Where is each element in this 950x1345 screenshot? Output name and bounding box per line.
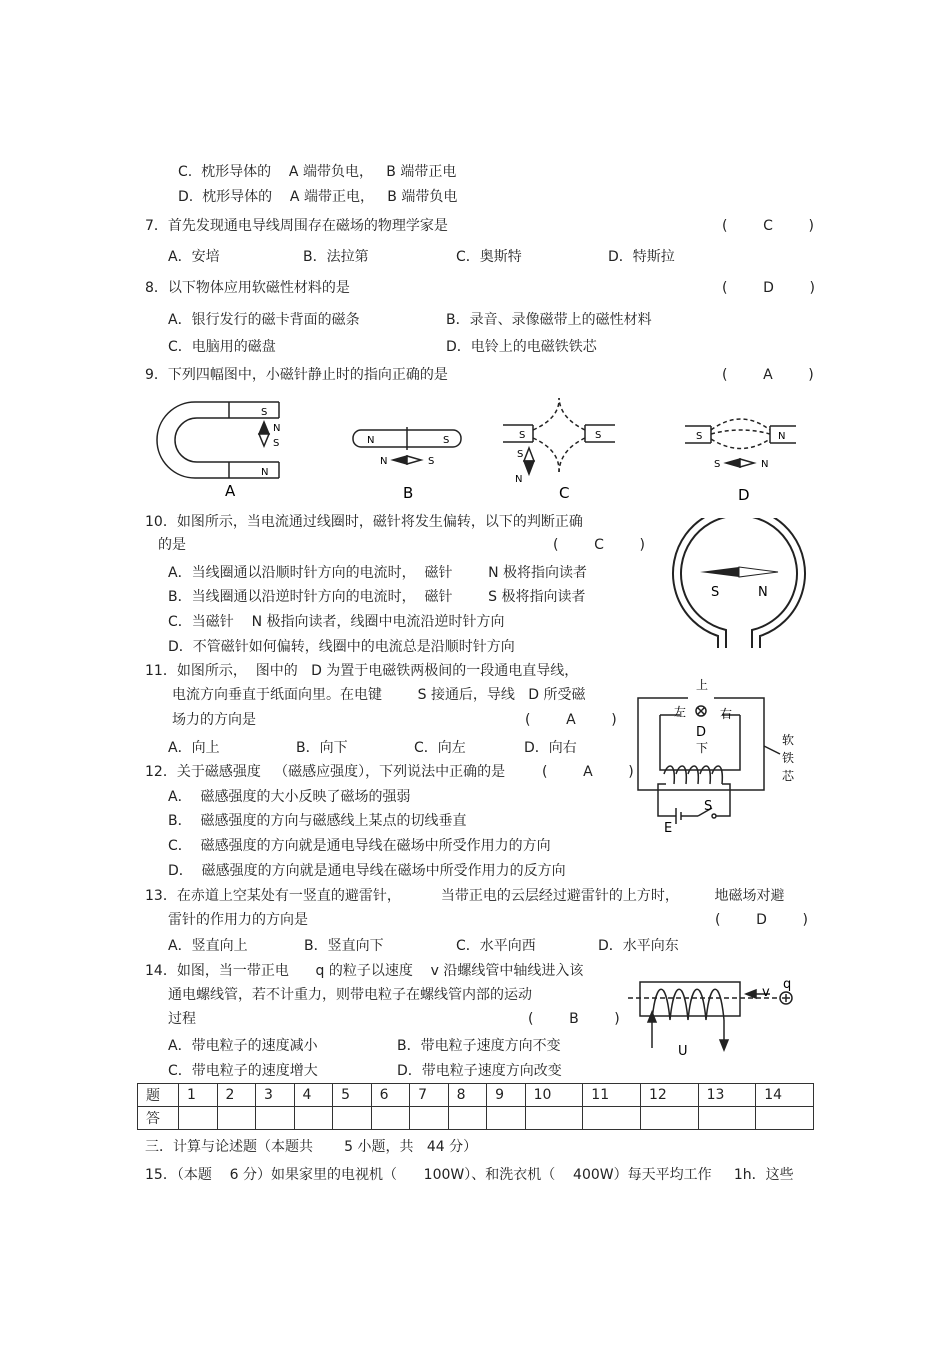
q7-option-a: A．安培 [168,249,220,265]
q11-stem-line2: 电流方向垂直于纸面向里。在电键 S 接通后，导线 D 所受磁 [172,687,586,703]
q11-label-battery: E [664,821,673,836]
q8-option-c: C．电脑用的磁盘 [168,339,276,355]
answer-cell-11[interactable] [583,1107,641,1130]
q10-figure-coil [670,518,810,653]
q13-stem-line1: 13．在赤道上空某处有一竖直的避雷针， 当带正电的云层经过避雷针的上方时， 地磁场对避 [145,888,785,904]
answer-table-col-2: 2 [217,1084,256,1107]
q9-stem: 9．下列四幅图中，小磁针静止时的指向正确的是 [145,367,448,383]
q14-label-q: q [783,977,792,992]
q11-label-up: 上 [696,678,709,692]
answer-cell-7[interactable] [410,1107,449,1130]
answer-cell-5[interactable] [333,1107,372,1130]
q10-needle-n: N [758,585,768,600]
q11-label-core-2: 铁 [782,751,795,765]
q14-stem-line3: 过程 [168,1011,196,1027]
q7-option-b: B．法拉第 [303,249,369,265]
q11-option-d: D．向右 [524,740,577,756]
q14-figure-solenoid [628,972,803,1062]
q9-d-pole-s: S [696,431,703,442]
q14-label-v: v [762,985,770,1000]
q7-answer: ( C ) [722,218,814,234]
q9-a-needle-n: N [273,423,281,434]
q10-option-c: C．当磁针 N 极指向读者，线圈中电流沿逆时针方向 [168,614,505,630]
answer-cell-3[interactable] [256,1107,295,1130]
q14-stem-line1: 14．如图，当一带正电 q 的粒子以速度 v 沿螺线管中轴线进入该 [145,963,584,979]
answer-table-col-7: 7 [410,1084,449,1107]
q8-option-d: D．电铃上的电磁铁铁芯 [446,339,597,355]
q8-option-a: A．银行发行的磁卡背面的磁条 [168,312,360,328]
answer-table-col-12: 12 [640,1084,698,1107]
answer-table-col-8: 8 [448,1084,487,1107]
q12-option-c: C． 磁感强度的方向就是通电导线在磁场中所受作用力的方向 [168,838,551,854]
q9-c-needle-s: S [517,449,524,460]
answer-cell-9[interactable] [487,1107,526,1130]
answer-table-col-10: 10 [525,1084,583,1107]
q7-option-d: D．特斯拉 [608,249,675,265]
q11-option-b: B．向下 [296,740,348,756]
q9-b-pole-s: S [443,435,450,446]
q9-label-d: D [738,486,750,504]
answer-table-answer-row [138,1107,814,1130]
q14-option-a: A．带电粒子的速度减小 [168,1038,318,1054]
answer-cell-6[interactable] [371,1107,410,1130]
q10-option-a: A．当线圈通以沿顺时针方向的电流时， 磁针 N 极将指向读者 [168,565,588,581]
q9-answer: ( A ) [722,367,814,383]
q9-c-needle-n: N [515,474,523,485]
q9-label-a: A [225,482,236,500]
q11-stem-line3: 场力的方向是 [172,712,256,728]
q14-stem-line2: 通电螺线管，若不计重力，则带电粒子在螺线管内部的运动 [168,987,532,1003]
answer-table-col-3: 3 [256,1084,295,1107]
q15-stem: 15．（本题 6 分）如果家里的电视机（ 100W）、和洗衣机（ 400W）每天平均工作 1h．这些 [145,1167,794,1183]
q14-option-d: D．带电粒子速度方向改变 [397,1063,562,1079]
answer-table-col-9: 9 [487,1084,526,1107]
q13-answer: ( D ) [715,912,808,928]
q11-label-core-1: 软 [782,733,795,747]
q9-d-needle-n: N [761,459,769,470]
answer-cell-1[interactable] [179,1107,218,1130]
answer-cell-12[interactable] [640,1107,698,1130]
q9-label-c: C [559,484,570,502]
q14-label-u: U [678,1044,688,1059]
q9-a-pole-s-top: S [261,407,268,418]
q14-answer: ( B ) [528,1011,620,1027]
q13-stem-line2: 雷针的作用力的方向是 [168,912,308,928]
q10-option-d: D．不管磁针如何偏转，线圈中的电流总是沿顺时针方向 [168,639,515,655]
q8-answer: ( D ) [722,280,815,296]
q9-d-needle-s: S [714,459,721,470]
q8-option-b: B．录音、录像磁带上的磁性材料 [446,312,652,328]
answer-table-row1-head: 题 [138,1084,179,1107]
q12-answer: ( A ) [542,764,634,780]
answer-table-col-14: 14 [756,1084,814,1107]
q12-option-b: B． 磁感强度的方向与磁感线上某点的切线垂直 [168,813,467,829]
q11-label-down: 下 [696,741,709,755]
q10-stem-line1: 10．如图所示，当电流通过线圈时，磁针将发生偏转，以下的判断正确 [145,514,583,530]
q10-needle-s: S [711,585,720,600]
q13-option-c: C．水平向西 [456,938,536,954]
q11-figure-electromagnet [630,672,810,837]
q9-b-pole-n: N [367,435,375,446]
q12-option-d: D． 磁感强度的方向就是通电导线在磁场中所受作用力的反方向 [168,863,566,879]
q8-stem: 8．以下物体应用软磁性材料的是 [145,280,350,296]
answer-table-col-11: 11 [583,1084,641,1107]
q11-label-core-3: 芯 [782,769,795,783]
q13-option-a: A．竖直向上 [168,938,248,954]
q10-option-b: B．当线圈通以沿逆时针方向的电流时， 磁针 S 极将指向读者 [168,589,586,605]
q7-stem: 7．首先发现通电导线周围存在磁场的物理学家是 [145,218,448,234]
q11-label-left: 左 [674,705,687,719]
answer-table-col-6: 6 [371,1084,410,1107]
answer-table-row2-head: 答 [138,1107,179,1130]
answer-cell-14[interactable] [756,1107,814,1130]
answer-cell-8[interactable] [448,1107,487,1130]
q9-figure-d [685,419,796,467]
section-3-heading: 三．计算与论述题（本题共 5 小题，共 44 分） [145,1139,478,1155]
answer-table-col-5: 5 [333,1084,372,1107]
answer-cell-4[interactable] [294,1107,333,1130]
answer-table [137,1083,814,1130]
q9-c-pole-s-right: S [595,430,602,441]
q13-option-d: D．水平向东 [598,938,679,954]
q13-option-b: B．竖直向下 [304,938,384,954]
q12-stem: 12．关于磁感强度 （磁感应强度），下列说法中正确的是 [145,764,506,780]
q9-b-needle-n: N [380,456,388,467]
answer-table-col-4: 4 [294,1084,333,1107]
q9-figure [155,390,805,505]
q9-a-pole-n-bottom: N [261,467,269,478]
q9-b-needle-s: S [428,456,435,467]
q9-c-pole-s-left: S [519,430,526,441]
answer-cell-13[interactable] [698,1107,756,1130]
q10-stem-line2: 的是 [158,537,186,553]
q11-stem-line1: 11．如图所示， 图中的 D 为置于电磁铁两极间的一段通电直导线， [145,663,579,679]
q12-option-a: A． 磁感强度的大小反映了磁场的强弱 [168,789,411,805]
q7-option-c: C．奥斯特 [456,249,522,265]
q14-option-c: C．带电粒子的速度增大 [168,1063,318,1079]
answer-cell-10[interactable] [525,1107,583,1130]
q11-label-right: 右 [720,707,733,721]
q6-option-d: D. 枕形导体的 A 端带正电， B 端带负电 [178,189,458,205]
q11-option-c: C．向左 [414,740,466,756]
q11-label-d: D [696,725,707,740]
q9-label-b: B [403,484,414,502]
q11-answer: ( A ) [525,712,617,728]
q10-answer: ( C ) [553,537,645,553]
answer-table-col-1: 1 [179,1084,218,1107]
q6-option-c: C. 枕形导体的 A 端带负电， B 端带正电 [178,164,457,180]
q14-option-b: B．带电粒子速度方向不变 [397,1038,561,1054]
answer-table-header-row [138,1084,814,1107]
answer-table-col-13: 13 [698,1084,756,1107]
q9-a-needle-s: S [273,438,280,449]
q11-option-a: A．向上 [168,740,220,756]
q11-label-switch: S [704,799,713,814]
answer-cell-2[interactable] [217,1107,256,1130]
q9-d-pole-n: N [778,431,786,442]
